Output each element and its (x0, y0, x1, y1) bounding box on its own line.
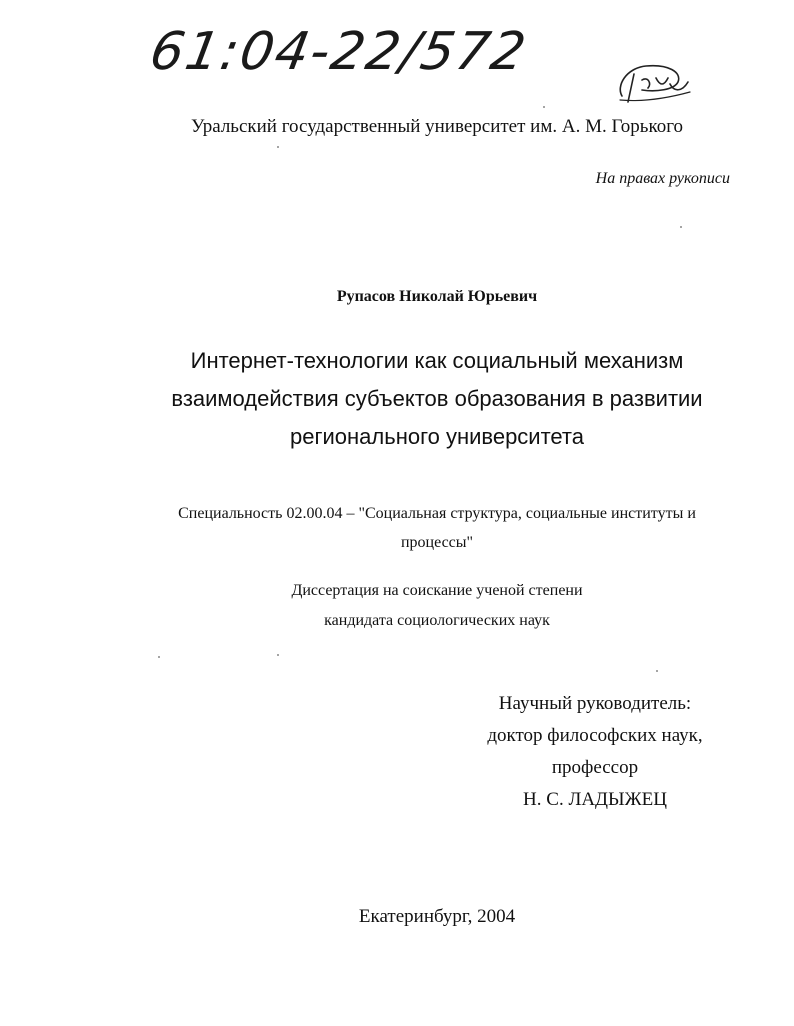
specialty (150, 499, 724, 557)
title-line: Интернет-технологии как социальный механизм (190, 348, 684, 373)
specialty-line: процессы" (400, 534, 474, 551)
scan-speck (680, 226, 682, 228)
supervisor-degree: доктор философских наук, (487, 725, 703, 746)
scan-speck (656, 670, 658, 672)
signature-icon (612, 56, 696, 108)
author-name: Рупасов Николай Юрьевич (336, 288, 538, 305)
university-name: Уральский государственный университет им. А. М. Горького (190, 116, 684, 137)
supervisor-block (440, 688, 750, 816)
title-line: регионального университета (289, 424, 584, 449)
scan-speck (277, 146, 279, 148)
supervisor-role: Научный руководитель: (498, 693, 692, 714)
dissertation-title (0, 342, 794, 456)
scan-speck (158, 656, 160, 658)
degree-line: кандидата социологических наук (324, 612, 550, 629)
city-year: Екатеринбург, 2004 (358, 906, 516, 927)
supervisor-name: Н. С. ЛАДЫЖЕЦ (523, 789, 667, 810)
scan-speck (277, 654, 279, 656)
degree-line: Диссертация на соискание ученой степени (291, 582, 583, 599)
manuscript-rights-note: На правах рукописи (595, 170, 730, 187)
supervisor-rank: профессор (551, 757, 639, 778)
scan-speck (543, 106, 545, 108)
title-line: взаимодействия субъектов образования в развитии (171, 386, 703, 411)
specialty-line: Специальность 02.00.04 – "Социальная структура, социальные институты и (178, 505, 696, 522)
archive-number-handwritten: 61:04-22/572 (145, 22, 532, 82)
dissertation-degree (0, 576, 794, 636)
